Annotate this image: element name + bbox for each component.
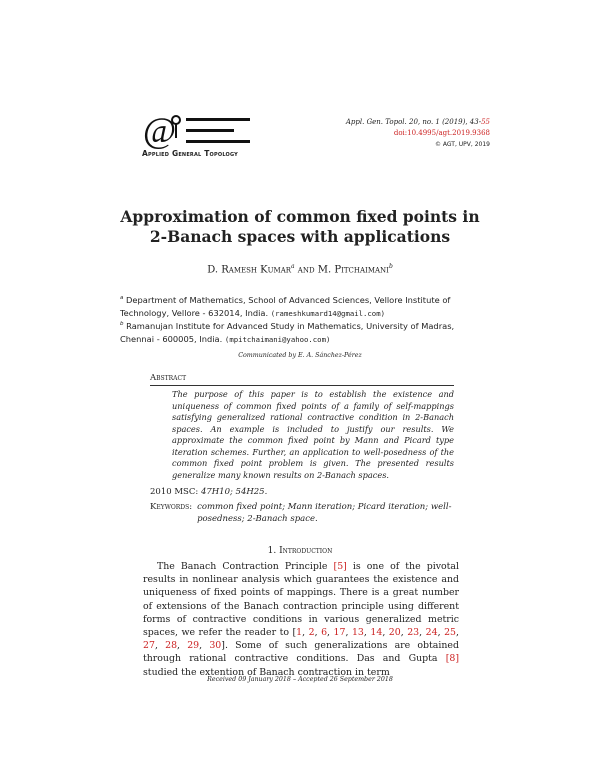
citation-list: 1, 2, 6, 17, 13, 14, 20, 23, 24, 25, 27, 28, 29, 30	[143, 627, 459, 652]
journal-logo-text: Applied General Topology	[142, 149, 238, 158]
affiliation-b-email: (mpitchaimani@yahoo.com)	[224, 334, 331, 344]
affiliation-a-text: Department of Mathematics, School of Advanced Sciences, Vellore Institute of Technology, Vellore - 632014, India.	[120, 294, 451, 318]
intro-text-1: The Banach Contraction Principle	[157, 561, 334, 572]
author-1-mark: a	[291, 263, 295, 270]
abstract-rule	[150, 385, 454, 386]
affiliation-b-text: Ramanujan Institute for Advanced Study in Mathematics, University of Madras, Chennai - 600005, India.	[120, 320, 455, 344]
paper-title	[0, 207, 600, 247]
authors	[0, 263, 600, 275]
journal-logo-mark-icon	[170, 112, 182, 142]
citation-link[interactable]: 13	[351, 627, 364, 639]
intro-text-2: is one of the pivotal results in nonlinear analysis which guarantees the existence and uniqueness of fixed points of mappings. There is a great number of extensions of the Banach contraction principle using different forms of contractive conditions in various generalized metric spaces, we refer the reader to	[143, 561, 459, 639]
abstract-text: The purpose of this paper is to establish the existence and uniqueness of common fixed points of a family of self-mappings satisfying generalized rational contractive condition in 2-Banach spaces. An example is included to justify our results. We approximate the common fixed point by Mann and Picard type iteration schemes. Further, an application to well-posedness of the common fixed point problem is given. The presented results generalize many known results on 2-Banach spaces.	[172, 389, 454, 480]
abstract-heading: Abstract	[150, 373, 187, 383]
section-heading-introduction: 1. Introduction	[267, 546, 333, 556]
intro-paragraph	[143, 560, 459, 679]
citation-link[interactable]: 20	[388, 627, 401, 639]
intro-text-4: studied the extention of Banach contraction in term	[143, 666, 390, 678]
copyright: © AGT, UPV, 2019	[434, 141, 490, 148]
citation-link[interactable]: 17	[333, 627, 346, 639]
citation-link[interactable]: [8]	[445, 653, 459, 665]
journal-volume-pages: 20, no. 1 (2019), 43-	[406, 118, 482, 126]
citation-link[interactable]: 25	[444, 627, 456, 639]
affiliation-a-mark: a	[120, 295, 124, 301]
author-2-mark: b	[388, 263, 393, 270]
author-1: D. Ramesh Kumar	[207, 264, 292, 276]
author-conjunction: and	[294, 264, 318, 276]
citation-link[interactable]: 24	[425, 627, 438, 639]
citation-link[interactable]: 2	[308, 627, 315, 639]
title-line-2: 2-Banach spaces with applications	[149, 227, 451, 246]
journal-name: Appl. Gen. Topol.	[345, 118, 407, 126]
citation-link[interactable]: 30	[209, 640, 222, 652]
journal-logo-lines	[186, 118, 250, 151]
author-2: M. Pitchaimani	[317, 264, 389, 276]
received-accepted-footer: Received 09 January 2018 – Accepted 26 September 2018	[207, 676, 393, 683]
affiliation-a-email: (rameshkumard14@gmail.com)	[270, 308, 385, 318]
citation-link[interactable]: [5]	[333, 561, 347, 572]
refs-open: [	[292, 627, 297, 639]
communicated-by: Communicated by E. A. Sánchez-Pérez	[238, 352, 362, 359]
keywords-line	[150, 502, 455, 525]
msc-line	[150, 487, 267, 497]
citation-link[interactable]: 28	[165, 640, 178, 652]
keywords-value: common fixed point; Mann iteration; Picard iteration; well-posedness; 2-Banach space.	[197, 502, 452, 524]
title-line-1: Approximation of common fixed points in	[120, 207, 480, 226]
journal-logo-at-symbol: @	[143, 110, 177, 150]
last-page-link[interactable]: 55	[481, 118, 490, 126]
citation-link[interactable]: 6	[321, 627, 328, 639]
doi-link[interactable]: doi:10.4995/agt.2019.9368	[393, 129, 490, 137]
affiliation-b-mark: b	[120, 321, 124, 327]
citation-link[interactable]: 1	[296, 627, 303, 639]
affiliation-b	[120, 318, 485, 346]
msc-label: 2010 MSC:	[150, 487, 199, 497]
affiliation-a	[120, 292, 485, 320]
citation-link[interactable]: 29	[187, 640, 200, 652]
journal-citation	[346, 118, 490, 126]
msc-value: 47H10; 54H25.	[200, 487, 268, 497]
intro-text-3: . Some of such generalizations are obtained through rational contractive conditions. Das and Gupta	[143, 640, 459, 665]
refs-close: ]	[221, 640, 225, 652]
citation-link[interactable]: 23	[407, 627, 420, 639]
citation-link[interactable]: 27	[143, 640, 155, 652]
keywords-label: Keywords:	[150, 502, 193, 512]
citation-link[interactable]: 14	[370, 627, 383, 639]
